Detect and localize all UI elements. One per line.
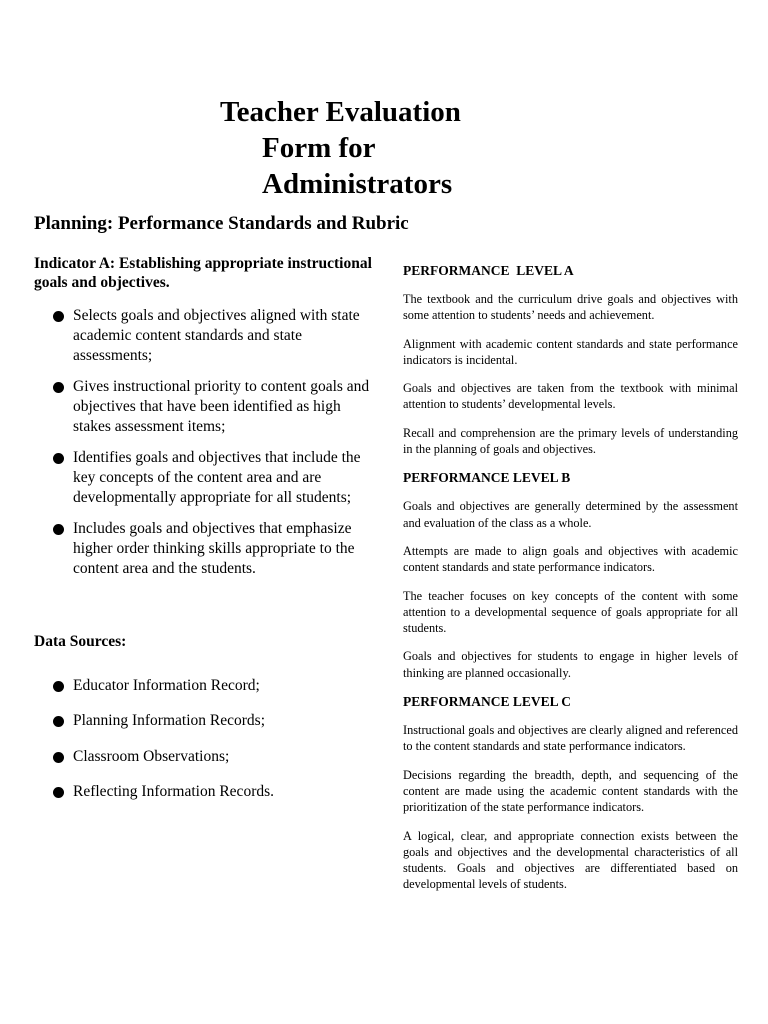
- data-source-text: Classroom Observations;: [73, 747, 230, 765]
- bullet-dot-icon: [53, 382, 64, 393]
- bullet-dot-icon: [53, 681, 64, 692]
- performance-level-paragraph: Alignment with academic content standards and state performance indicators is incidental.: [403, 336, 738, 367]
- performance-level-paragraph: Instructional goals and objectives are clearly aligned and referenced to the content standards and state performance indicators.: [403, 723, 738, 754]
- performance-level-a: [403, 262, 738, 457]
- bullet-dot-icon: [53, 311, 64, 322]
- indicator-column: [34, 254, 374, 590]
- indicator-bullet: [34, 519, 374, 579]
- performance-level-paragraph: The teacher focuses on key concepts of the content with some attention to a developmental sequence of goals appropriate for all students.: [403, 588, 738, 636]
- data-source-item: [34, 747, 374, 767]
- indicator-bullet-text: Identifies goals and objectives that include the key concepts of the content area and are developmentally appropriate for all students;: [73, 449, 361, 506]
- performance-level-paragraph: Decisions regarding the breadth, depth, and sequencing of the content are made using the academic content standards with the prioritization of the state performance indicators.: [403, 767, 738, 815]
- section-heading: Planning: Performance Standards and Rubric: [34, 213, 409, 234]
- data-source-item: [34, 782, 374, 802]
- data-sources-heading: Data Sources:: [34, 633, 127, 650]
- title-line-3: Administrators: [262, 168, 453, 200]
- performance-levels-column: [403, 262, 738, 905]
- performance-level-heading: PERFORMANCE LEVEL B: [403, 470, 571, 486]
- document-title: [220, 94, 520, 202]
- bullet-dot-icon: [53, 716, 64, 727]
- performance-level-paragraph: Goals and objectives for students to engage in higher levels of thinking are planned occasionally.: [403, 649, 738, 680]
- indicator-bullet-text: Selects goals and objectives aligned with state academic content standards and state assessments;: [73, 307, 360, 364]
- data-source-text: Reflecting Information Records.: [73, 782, 275, 800]
- bullet-dot-icon: [53, 787, 64, 798]
- performance-level-paragraph: Goals and objectives are taken from the textbook with minimal attention to students’ developmental levels.: [403, 381, 738, 412]
- performance-level-b: [403, 469, 738, 681]
- data-sources-list: [34, 676, 374, 817]
- performance-level-heading: PERFORMANCE LEVEL C: [403, 694, 572, 710]
- indicator-bullet-text: Includes goals and objectives that emphasize higher order thinking skills appropriate to the content area and the students.: [73, 520, 355, 577]
- performance-level-heading: PERFORMANCE LEVEL A: [403, 263, 574, 278]
- performance-level-paragraph: A logical, clear, and appropriate connection exists between the goals and objectives and the developmental characteristics of all students. Goals and objectives are differentiated based on developmental levels of students.: [403, 828, 738, 892]
- performance-level-paragraph: Attempts are made to align goals and objectives with academic content standards and state performance indicators.: [403, 543, 738, 575]
- data-source-item: [34, 711, 374, 731]
- title-line-2: Form for: [262, 132, 376, 164]
- performance-level-paragraph: Recall and comprehension are the primary levels of understanding in the planning of goals and objectives.: [403, 425, 738, 457]
- indicator-bullet: [34, 377, 374, 437]
- bullet-dot-icon: [53, 524, 64, 535]
- indicator-bullet: [34, 448, 374, 508]
- performance-level-c: [403, 693, 738, 893]
- indicator-bullet-list: [34, 306, 374, 579]
- title-line-1: Teacher Evaluation: [220, 96, 461, 128]
- data-source-text: Educator Information Record;: [73, 677, 260, 694]
- data-source-text: Planning Information Records;: [73, 712, 265, 730]
- performance-level-paragraph: Goals and objectives are generally determined by the assessment and evaluation of the class as a whole.: [403, 499, 738, 530]
- indicator-bullet: [34, 306, 374, 366]
- indicator-bullet-text: Gives instructional priority to content goals and objectives that have been identified as high stakes assessment items;: [73, 378, 370, 435]
- bullet-dot-icon: [53, 453, 64, 464]
- data-source-item: [34, 676, 374, 696]
- bullet-dot-icon: [53, 752, 64, 763]
- indicator-heading: Indicator A: Establishing appropriate instructional goals and objectives.: [34, 255, 372, 291]
- performance-level-paragraph: The textbook and the curriculum drive goals and objectives with some attention to students’ needs and achievement.: [403, 292, 738, 323]
